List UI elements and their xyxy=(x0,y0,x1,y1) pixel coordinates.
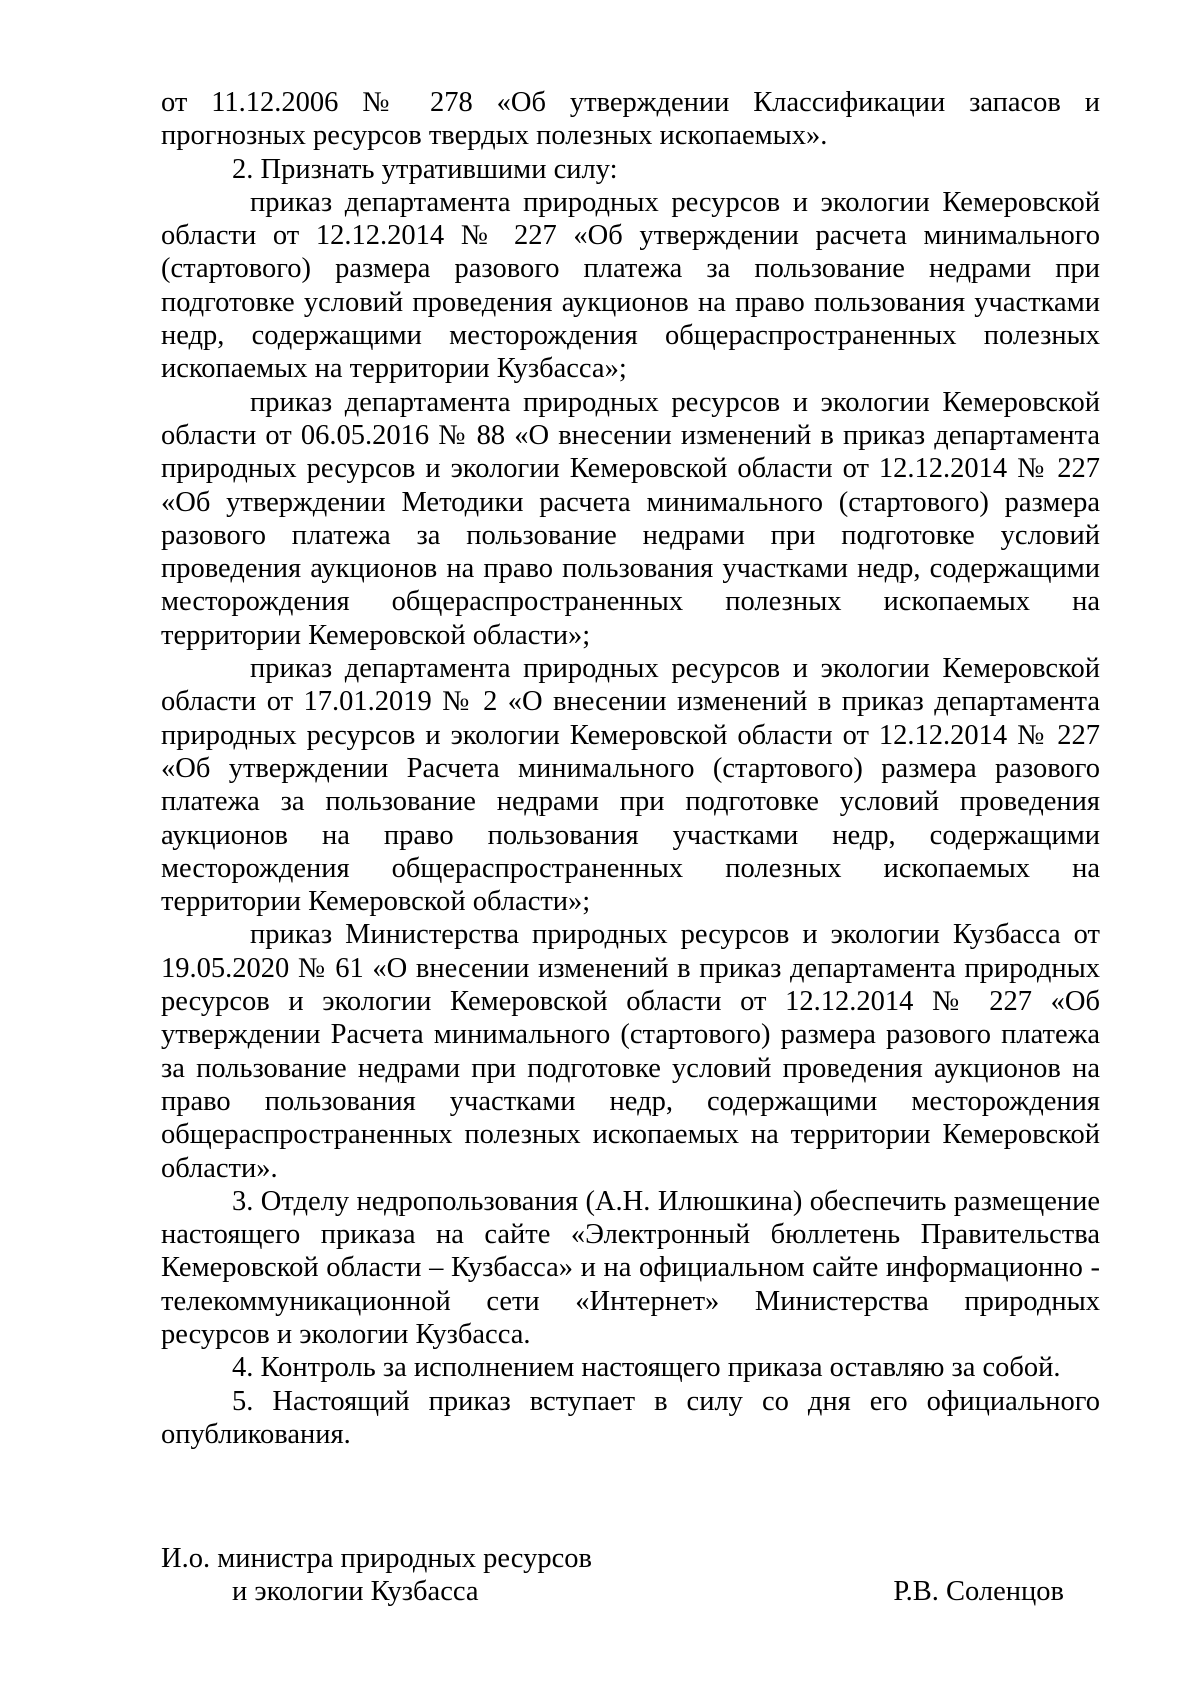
signature-title-line2: и экологии Кузбасса xyxy=(232,1576,479,1608)
signature-title-line1: И.о. министра природных ресурсов xyxy=(161,1543,592,1574)
paragraph-item-5: 5. Настоящий приказ вступает в силу со дня его официального опубликования. xyxy=(161,1385,1100,1450)
paragraph-item-4: 4. Контроль за исполнением настоящего приказа оставляю за собой. xyxy=(232,1352,1061,1384)
paragraph-item-3: 3. Отделу недропользования (А.Н. Илюшкина) обеспечить размещение настоящего приказа на сайте «Электронный бюллетень Правительства Кемеровской области – Кузбасса» и на официальном сайте информационно - телекоммуникационной сети «Интернет» Министерства природных ресурсов и экологии Кузбасса. xyxy=(161,1185,1100,1350)
paragraph-order-2016: приказ департамента природных ресурсов и экологии Кемеровской области от 06.05.2016 № 88 «О внесении изменений в приказ департамента природных ресурсов и экологии Кемеровской области от 12.12.2014 № 227 «Об утверждении Методики расчета минимального (стартового) размера разового платежа за пользование недрами при подготовке условий проведения аукционов на право пользования участками недр, содержащими месторождения общераспространенных полезных ископаемых на территории Кемеровской области»; xyxy=(161,386,1100,651)
signature-row xyxy=(161,1575,1100,1608)
paragraph-continuation: от 11.12.2006 № 278 «Об утверждении Классификации запасов и прогнозных ресурсов твердых полезных ископаемых». xyxy=(161,87,1100,152)
paragraph-item-2: 2. Признать утратившими силу: xyxy=(232,153,618,185)
paragraph-order-2020: приказ Министерства природных ресурсов и экологии Кузбасса от 19.05.2020 № 61 «О внесении изменений в приказ департамента природных ресурсов и экологии Кемеровской области от 12.12.2014 № 227 «Об утверждении Расчета минимального (стартового) размера разового платежа за пользование недрами при подготовке условий проведения аукционов на право пользования участками недр, содержащими месторождения общераспространенных полезных ископаемых на территории Кемеровской области». xyxy=(161,919,1100,1184)
paragraph-order-2014: приказ департамента природных ресурсов и экологии Кемеровской области от 12.12.2014 № 227 «Об утверждении расчета минимального (стартового) размера разового платежа за пользование недрами при подготовке условий проведения аукционов на право пользования участками недр, содержащими месторождения общераспространенных полезных ископаемых на территории Кузбасса»; xyxy=(161,186,1100,385)
signature-block xyxy=(161,1542,1100,1609)
signatory-name: Р.В. Соленцов xyxy=(893,1576,1064,1608)
paragraph-order-2019: приказ департамента природных ресурсов и экологии Кемеровской области от 17.01.2019 № 2 «О внесении изменений в приказ департамента природных ресурсов и экологии Кемеровской области от 12.12.2014 № 227 «Об утверждении Расчета минимального (стартового) размера разового платежа за пользование недрами при подготовке условий проведения аукционов на право пользования участками недр, содержащими месторождения общераспространенных полезных ископаемых на территории Кемеровской области»; xyxy=(161,653,1100,918)
document-body xyxy=(161,86,1100,1451)
